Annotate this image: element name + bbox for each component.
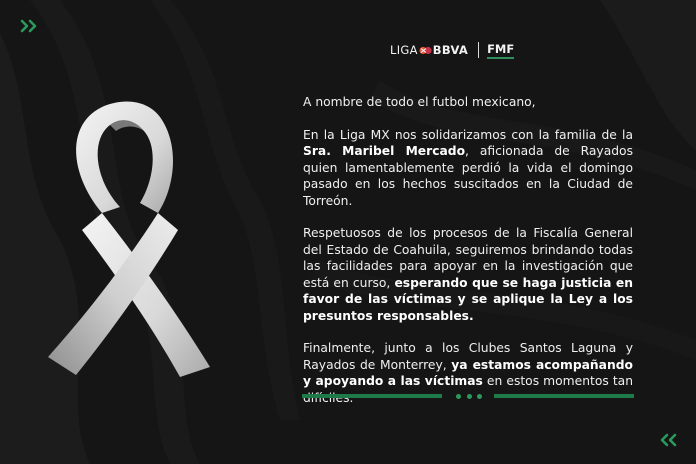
p1-bold-name: Sra. Maribel Mercado <box>303 144 466 158</box>
greeting-text: A nombre de todo el futbol mexicano, <box>303 95 536 109</box>
divider-dot <box>477 394 482 399</box>
divider-dots <box>456 392 482 400</box>
p3-text-c: en estos momentos tan <box>486 374 633 388</box>
p2-bold-text: esperando que se haga justicia en favor de las víctimas y se aplique la Ley a los presuntos responsables. <box>303 275 633 323</box>
divider-line-right <box>494 394 634 398</box>
header-logos <box>390 40 514 60</box>
divider-dot <box>456 394 461 399</box>
p2-text-a: Respetuosos de los procesos de la Fiscalía General del Estado de Coahuila, seguiremos brindando todas las facilidades para apoyar en la investigación que está en curso, <box>303 226 633 290</box>
chevron-double-left-icon <box>658 433 678 447</box>
awareness-ribbon-icon <box>40 95 220 380</box>
bbva-text: BBVA <box>432 43 469 57</box>
greeting-paragraph <box>303 94 633 111</box>
liga-text: LIGA <box>390 43 418 57</box>
divider-line-left <box>302 394 442 398</box>
p1-text-c: , aficionada de Rayados quien lamentablemente perdió la vida el domingo pasado en los hechos suscitados en la Ciudad de Torreón. <box>303 144 633 208</box>
p3-bold-text: ya estamos acompañando y apoyando a las víctimas <box>303 357 633 388</box>
paragraph-1 <box>303 127 633 210</box>
fmf-underline <box>487 57 514 59</box>
liga-bbva-logo <box>390 43 468 57</box>
p3-text-a: Finalmente, junto a los Clubes Santos Laguna y Rayados de Monterrey, <box>303 341 633 372</box>
divider-dot <box>467 394 472 399</box>
statement-text <box>303 94 633 422</box>
logo-separator <box>478 42 479 58</box>
paragraph-2 <box>303 225 633 324</box>
liga-mx-mark-icon <box>419 46 432 55</box>
p1-text-a: En la Liga MX nos solidarizamos con la familia de la <box>303 127 633 142</box>
fmf-text: FMF <box>487 41 515 56</box>
chevron-double-right-icon <box>20 19 40 33</box>
fmf-logo <box>487 42 514 59</box>
